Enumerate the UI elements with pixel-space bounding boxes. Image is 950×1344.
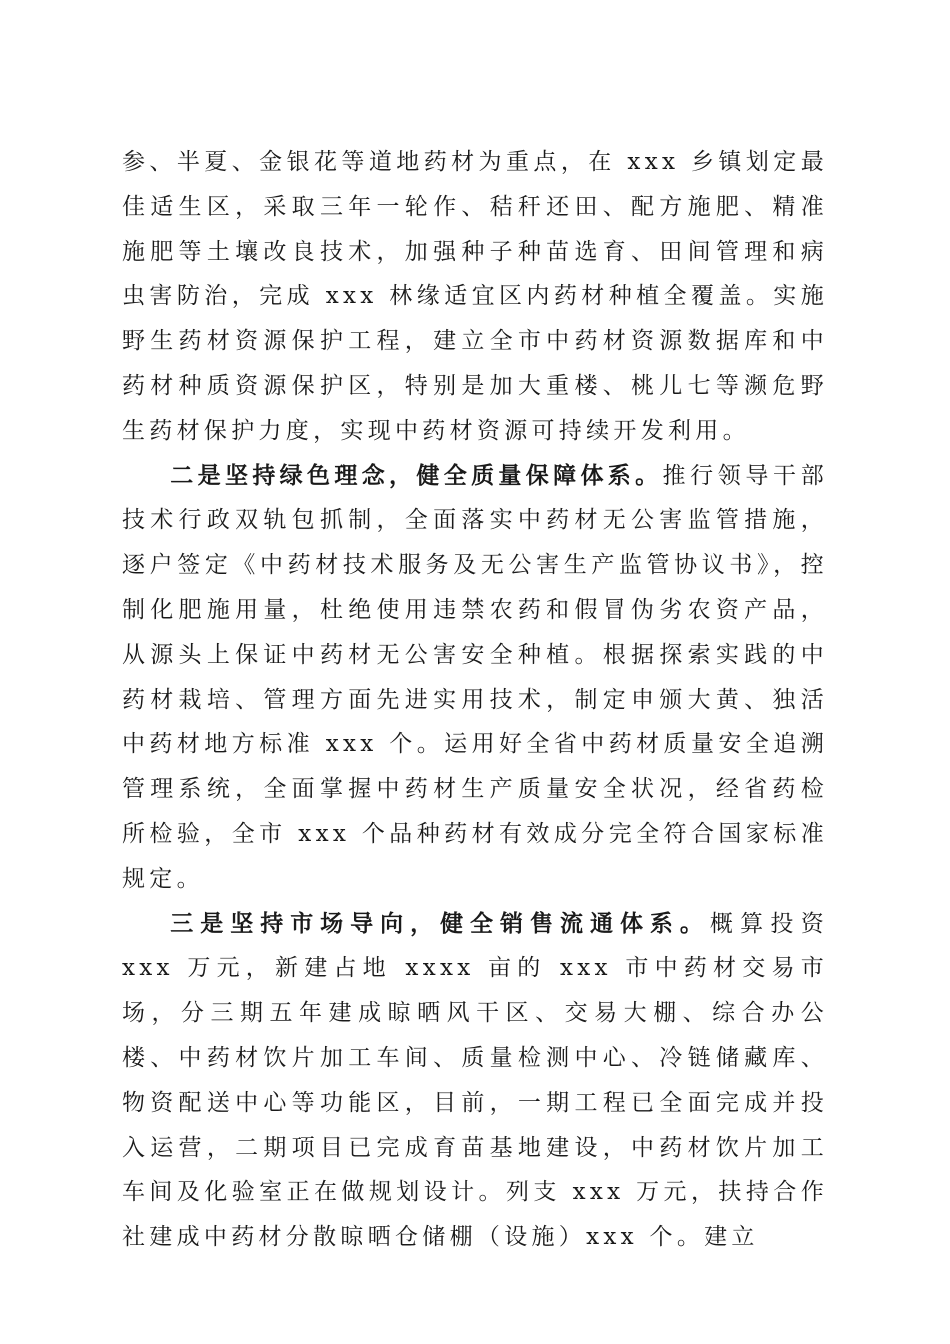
paragraph-text: 推行领导干部技术行政双轨包抓制，全面落实中药材无公害监管措施，逐户签定《中药材技术服务及无公害生产监管协议书》，控制化肥施用量，杜绝使用违禁农药和假冒伪劣农资产品，从源头上保证中药材无公害安全种植。根据探索实践的中药材栽培、管理方面先进实用技术，制定申颁大黄、独活中药材地方标准 xxx 个。运用好全省中药材质量安全追溯管理系统，全面掌握中药材生产质量安全状况，经省药检所检验，全市 xxx 个品种药材有效成分完全符合国家标准规定。 [122, 462, 828, 892]
paragraph-text: 概算投资 xxx 万元，新建占地 xxxx 亩的 xxx 市中药材交易市场，分三期五年建成晾晒风干区、交易大棚、综合办公楼、中药材饮片加工车间、质量检测中心、冷链储藏库、物资配送中心等功能区，目前，一期工程已全面完成并投入运营，二期项目已完成育苗基地建设，中药材饮片加工车间及化验室正在做规划设计。列支 xxx 万元，扶持合作社建成中药材分散晾晒仓储棚（设施）xxx 个。建立 [122, 910, 829, 1251]
paragraph-heading: 三是坚持市场导向，健全销售流通体系。 [170, 910, 710, 937]
paragraph-market-circulation [122, 902, 828, 1260]
paragraph-text: 参、半夏、金银花等道地药材为重点，在 xxx 乡镇划定最佳适生区，采取三年一轮作、秸秆还田、配方施肥、精准施肥等土壤改良技术，加强种子种苗选育、田间管理和病虫害防治，完成 xxx 林缘适宜区内药材种植全覆盖。实施野生药材资源保护工程，建立全市中药材资源数据库和中药材种质资源保护区，特别是加大重楼、桃儿七等濒危野生药材保护力度，实现中药材资源可持续开发利用。 [122, 149, 828, 444]
paragraph-heading: 二是坚持绿色理念，健全质量保障体系。 [170, 462, 663, 489]
paragraph-quality-assurance [122, 454, 828, 902]
paragraph-continuation [122, 140, 828, 454]
document-body [122, 140, 828, 1260]
